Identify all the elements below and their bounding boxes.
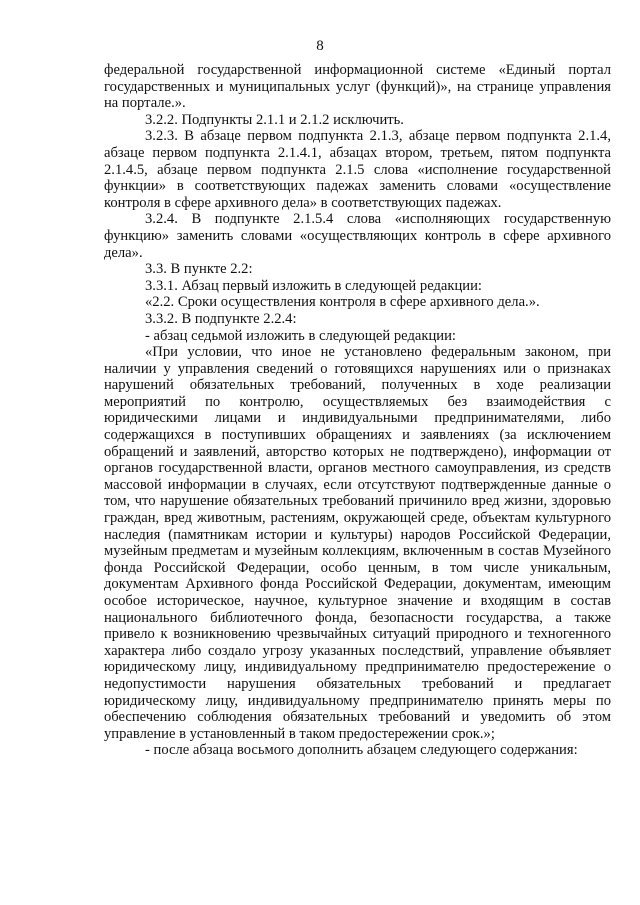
paragraph-abzac-8: - после абзаца восьмого дополнить абзацем следующего содержания: xyxy=(145,742,578,759)
paragraph-3-2-3: 3.2.3. В абзаце первом подпункта 2.1.3, абзаце первом подпункта 2.1.4, абзаце первом подпункта 2.1.4.1, абзацах втором, третьем, пятом подпункта 2.1.4.5, абзаце первом подпункта 2.1.5 слова «исполнение государственной функции» в соответствующих падежах заменить словами «осуществление контроля в сфере архивного дела» в соответствующих падежах. xyxy=(104,128,611,211)
paragraph-2-2-quote: «2.2. Сроки осуществления контроля в сфере архивного дела.». xyxy=(145,294,540,311)
page-number: 8 xyxy=(316,38,324,54)
document-body xyxy=(104,62,611,759)
paragraph-abzac-7: - абзац седьмой изложить в следующей редакции: xyxy=(145,327,456,344)
paragraph-3-2-4: 3.2.4. В подпункте 2.1.5.4 слова «исполняющих государственную функцию» заменить словами «осуществляющих контроль в сфере архивного дела». xyxy=(104,211,611,261)
paragraph-warning-quote: «При условии, что иное не установлено федеральным законом, при наличии у управления сведений о готовящихся нарушениях или о признаках нарушений обязательных требований, полученных в ходе реализации мероприятий по контролю, осуществляемых без взаимодействия с юридическими лицами и индивидуальными предпринимателями, либо содержащихся в поступивших обращениях и заявлениях (за исключением обращений и заявлений, авторство которых не подтверждено), информации от органов государственной власти, органов местного самоуправления, из средств массовой информации в случаях, если отсутствуют подтвержденные данные о том, что нарушение обязательных требований причинило вред жизни, здоровью граждан, вред животным, растениям, окружающей среде, объектам культурного наследия (памятникам истории и культуры) народов Российской Федерации, музейным предметам и музейным коллекциям, включенным в состав Музейного фонда Российской Федерации, особо ценным, в том числе уникальным, документам Архивного фонда Российской Федерации, документам, имеющим особое историческое, научное, культурное значение и входящим в состав национального библиотечного фонда, безопасности государства, а также привело к возникновению чрезвычайных ситуаций природного и техногенного характера либо создало угрозу указанных последствий, управление объявляет юридическому лицу, индивидуальному предпринимателю предостережение о недопустимости нарушения обязательных требований и предлагает юридическому лицу, индивидуальному предпринимателю принять меры по обеспечению соблюдения обязательных требований и уведомить об этом управление в установленный в таком предостережении срок.»; xyxy=(104,344,611,742)
paragraph-continuation: федеральной государственной информационной системе «Единый портал государственных и муниципальных услуг (функций)», на странице управления на портале.». xyxy=(104,62,611,112)
paragraph-3-3-2: 3.3.2. В подпункте 2.2.4: xyxy=(145,310,297,327)
paragraph-3-3: 3.3. В пункте 2.2: xyxy=(145,261,253,278)
paragraph-3-3-1: 3.3.1. Абзац первый изложить в следующей редакции: xyxy=(145,277,482,294)
paragraph-3-2-2: 3.2.2. Подпункты 2.1.1 и 2.1.2 исключить. xyxy=(145,111,404,128)
